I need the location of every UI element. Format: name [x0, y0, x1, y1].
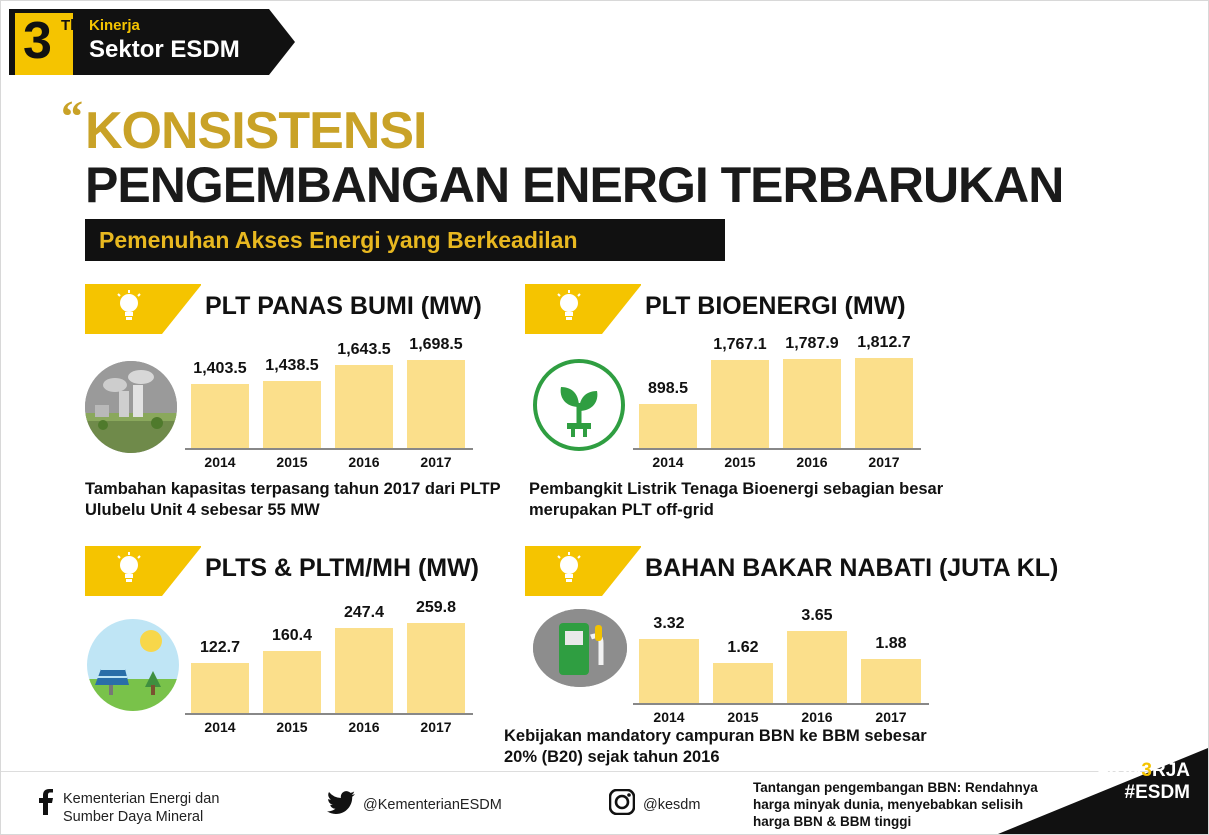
x-label-2016: 2016 [348, 719, 380, 735]
subtitle-bar [85, 219, 725, 261]
bar-value-2017: 259.8 [415, 599, 457, 616]
x-label-2015: 2015 [276, 454, 308, 470]
chart-plts [177, 599, 477, 741]
page-title-secondary: PENGEMBANGAN ENERGI TERBARUKAN [85, 157, 1064, 213]
lightbulb-icon [115, 552, 143, 591]
badge-line1: Kinerja [89, 17, 140, 34]
bar-2014 [191, 384, 249, 448]
bar-value-2016: 1,787.9 [785, 335, 839, 352]
bar-value-2015: 1,438.5 [265, 357, 319, 374]
bar-2016 [335, 365, 393, 448]
x-label-2014: 2014 [653, 709, 685, 725]
bar-2017 [855, 358, 913, 448]
anniversary-badge [9, 9, 299, 81]
bar-2016 [335, 628, 393, 713]
x-label-2015: 2015 [724, 454, 756, 470]
lightbulb-icon [555, 552, 583, 591]
x-label-2015: 2015 [276, 719, 308, 735]
bioenergy-leaf-icon [533, 359, 625, 451]
lightbulb-icon [555, 290, 583, 329]
bar-value-2014: 898.5 [647, 380, 689, 397]
panel-title-bbn: BAHAN BAKAR NABATI (JUTA KL) [645, 554, 1059, 582]
x-label-2017: 2017 [868, 454, 900, 470]
panel-bbn-header [525, 546, 1059, 606]
footer-label-facebook: Kementerian Energi dan Sumber Daya Mineral [63, 791, 220, 825]
note-bioenergi [529, 479, 969, 521]
chart-bioenergi [625, 334, 925, 476]
note-bbn: Kebijakan mandatory campuran BBN ke BBM sebesar 20% (B20) sejak tahun 2016 [504, 727, 927, 766]
bar-2017 [407, 623, 465, 713]
badge-number: 3 [23, 12, 52, 70]
x-label-2014: 2014 [204, 454, 236, 470]
bar-value-2017: 1,698.5 [409, 336, 463, 353]
bar-value-2017: 1.88 [875, 635, 907, 652]
bar-value-2014: 122.7 [199, 639, 241, 656]
hashtag-line2: #ESDM [1124, 782, 1190, 803]
bar-value-2014: 3.32 [653, 615, 685, 632]
quote-mark: “ [61, 92, 83, 141]
bar-value-2017: 1,812.7 [857, 334, 911, 351]
x-label-2014: 2014 [652, 454, 684, 470]
page-title-primary: KONSISTENSI [85, 102, 427, 160]
x-label-2016: 2016 [348, 454, 380, 470]
ribbon-shape [85, 284, 201, 334]
panel-panas-bumi-header [85, 284, 485, 344]
subtitle-text: Pemenuhan Akses Energi yang Berkeadilan [99, 227, 578, 253]
bar-value-2015: 1,767.1 [713, 336, 767, 353]
badge-line2: Sektor ESDM [89, 36, 240, 63]
fuel-pump-icon [533, 609, 627, 687]
lightbulb-icon [115, 290, 143, 329]
x-label-2017: 2017 [420, 719, 452, 735]
hashtag-block [1098, 760, 1190, 804]
x-label-2017: 2017 [420, 454, 452, 470]
panel-title-plts: PLTS & PLTM/MH (MW) [205, 554, 480, 582]
x-label-2015: 2015 [727, 709, 759, 725]
x-label-2016: 2016 [796, 454, 828, 470]
ribbon-shape [525, 546, 641, 596]
chart-bbn [625, 601, 935, 731]
x-axis [185, 713, 473, 715]
bar-2017 [861, 659, 921, 703]
x-axis [633, 703, 929, 705]
warning-text: Tantangan pengembangan BBN: Rendahnya harga minyak dunia, menyebabkan selisih harga BBN & BBM tinggi [753, 780, 1038, 829]
bar-2017 [407, 360, 465, 448]
facebook-icon[interactable] [35, 789, 57, 820]
bar-2015 [263, 651, 321, 713]
x-label-2016: 2016 [801, 709, 833, 725]
solar-panel-icon [85, 619, 181, 711]
chart-panas-bumi [177, 336, 477, 476]
bar-value-2014: 1,403.5 [193, 360, 247, 377]
geothermal-plant-icon [85, 361, 177, 453]
bar-2014 [191, 663, 249, 713]
footer-label-twitter: @KementerianESDM [363, 797, 502, 813]
bar-2016 [783, 359, 841, 448]
x-label-2014: 2014 [204, 719, 236, 735]
bar-value-2016: 1,643.5 [337, 341, 391, 358]
bar-value-2015: 1.62 [727, 639, 759, 656]
note-panas-bumi: Tambahan kapasitas terpasang tahun 2017 dari PLTP Ulubelu Unit 4 sebesar 55 MW [85, 480, 501, 519]
bar-2015 [711, 360, 769, 448]
bar-value-2016: 3.65 [801, 607, 833, 624]
panel-plts-header [85, 546, 505, 606]
bar-value-2016: 247.4 [343, 604, 385, 621]
instagram-icon[interactable] [609, 789, 635, 820]
ribbon-shape [525, 284, 641, 334]
footer-label-instagram: @kesdm [643, 797, 701, 813]
x-label-2017: 2017 [875, 709, 907, 725]
panel-title-bioenergi: PLT BIOENERGI (MW) [645, 292, 906, 320]
bar-2015 [263, 381, 321, 448]
bar-2016 [787, 631, 847, 703]
bar-2015 [713, 663, 773, 703]
x-axis [633, 448, 921, 450]
note-bioenergi-text: Pembangkit Listrik Tenaga Bioenergi sebagian besar merupakan PLT off-grid [529, 480, 944, 519]
bar-2014 [639, 404, 697, 448]
panel-title-panas-bumi: PLT PANAS BUMI (MW) [205, 292, 482, 320]
ribbon-shape [85, 546, 201, 596]
bar-2014 [639, 639, 699, 703]
hashtag-line1: #KIN3RJA [1098, 760, 1190, 781]
x-axis [185, 448, 473, 450]
badge-ordinal: Th [61, 17, 80, 34]
twitter-icon[interactable] [327, 791, 355, 820]
bar-value-2015: 160.4 [271, 627, 313, 644]
